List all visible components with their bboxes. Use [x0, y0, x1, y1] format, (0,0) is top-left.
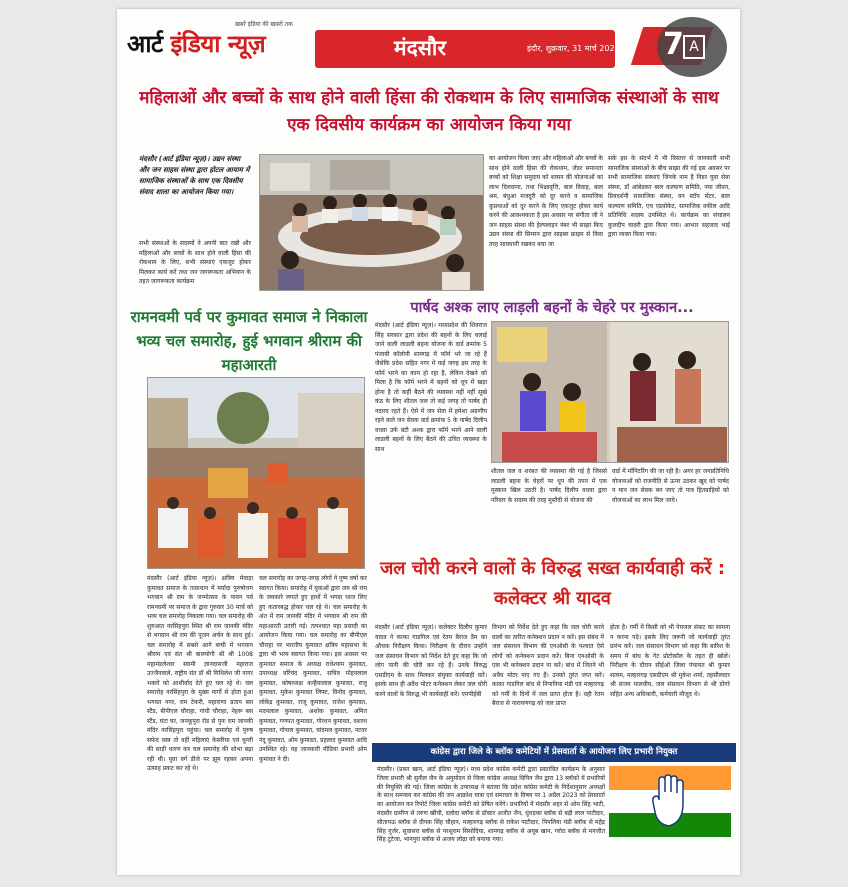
city-band — [315, 30, 620, 68]
story1-col1: सभी संस्थाओं के सदस्यों ने अपनी बात रखी और महिलाओं और बच्चों के साथ होने वाली हिंसा की रोकथाम के लिए, सभी संस्थाएं एकजुट होकर मिलकर कार्य करें तथा जन जागरूकता अभियान के तहत जागरूकता कार्यक्रम — [139, 240, 251, 285]
badge-letter: A — [689, 39, 699, 55]
story2-col1: मंदसौर (आर्ट इंडिया न्यूज़)। क्षत्रिय मेवाड़ा कुमावत समाज के तत्वाधान में मर्यादा पुरुषोत्तम भगवान श्री राम के जन्मोत्सव के पावन पर्व रामनवमी पर समाज के द्वारा गुरुवार 30 मार्च को भव्य चल समारोह निकाला गया। चल समारोह की शुरुआत नरसिंहपुरा स्थित श्री राम जानकी मंदिर से भगवान श्री राम की पूजन अर्चन के साथ हुई। चल समारोह में सबसे आगे बग्घी में भगवान श्रीराम एवं संत श्री बालयोगी श्री श्री 1008 महामंडलेश्वर स्वामी ज्ञानदासजी महाराज उज्जैनवाले, राष्ट्रीय संत डॉ श्री मिथिलेश जी नागर भक्तों को आशीर्वाद देते हुए चल रहे थे। चल समारोह नरसिंहपुरा के मुख्य मार्गों से होता हुआ भगवत नगर, राम टेकरी, महाराणा प्रताप बस स्टैंड, बीपीएल चौराहा, गांधी चौराहा, नेहरू बस स्टैंड, घंटा घर, जनकूपुरा रोड से पुनः राम जानकी मंदिर नरसिंहपुरा पहुंचा। चल समारोह में पुरुष सफेद वस्त्र तो वहीं महिलाएं केसरिया एवं चुनरी की साड़ी धारण कर चल समारोह की शोभा बढ़ा रही थी। युवा वर्ग डीजे पर झूम रहकर अपना उत्साह प्रकट कर रहे थे। — [147, 575, 253, 772]
story3-col1: मंदसौर (आर्ट इंडिया न्यूज़)। मध्यप्रदेश की शिवराज सिंह सरकार द्वारा प्रदेश की बहनों के लिए चलाई जाने वाली लाडली बहना योजना के वार्ड क्रमांक 5 पंजाबी कॉलोनी शामगढ़ में फॉर्म भरे जा रहे हैं जैसेकि प्रदेश सहित नगर में कई जगह इस तरह के फॉर्म भरने का काम हो रहा है, लेकिन देखने को मिला है कि फॉर्म भरने में बहनों को धूप में खड़ा होना है तो कहीं बैठने की व्यवस्था नहीं नहीं सूखे कंठ के लिए शीतल जल तो कई जगह तो पार्षद ही नदारद रहते हैं। ऐसे में जन सेवा में हमेशा अग्रणीय रहने वाले जन सेवक वार्ड क्रमांक 5 के पार्षद दिलीप वधवा उर्फ बंटी अश्क द्वारा फॉर्म भरने आने वाली लाडली बहनों के लिए बैठने की उचित व्यवस्था के साथ — [375, 322, 487, 453]
story2-headline: रामनवमी पर्व पर कुमावत समाज ने निकाला भव्य चल समारोह, हुई भगवान श्रीराम की महाआरती — [130, 308, 368, 374]
tagline: खबरें इंडिया की खबरों तक — [235, 21, 293, 28]
story3-col2: शीतल जल व शरबत की व्यवस्था की गई है जिससे लाडली बहना के चेहरों पर धूप की तपन में एक मुस्कान खिल उठती है। पार्षद दिलीप वधवा द्वारा परिवार के सदस्य की तरह मुस्तैदी से योजना की — [491, 468, 607, 504]
story4-col1: मंदसौर (आर्ट इंडिया न्यूज़)। कलेक्टर दिलीप कुमार यादव ने काका गाडगिल एवं रेतम बैराज डैम का औचक निरीक्षण किया। निरीक्षण के दौरान उन्होंने जल संसाधन विभाग को निर्देश देते हुए कहा कि जो लोग पानी की चोरी कर रहे हैं। उनके विरुद्ध एसडीएम के साथ मिलकर संयुक्त कार्यवाही करें। इसके साथ ही अवैध मोटर कनेक्शन लेकर जल चोरी करने वालों के विरुद्ध भी कार्यवाही करें। एमपीईबी — [375, 624, 487, 698]
story2-photo-procession — [147, 377, 365, 569]
city-name: मंदसौर — [394, 36, 446, 60]
story3-headline: पार्षद अश्क लाए लाड़ली बहनों के चेहरे पर मुस्कान... — [410, 300, 694, 316]
story4-col2: विभाग को निर्देश देते हुए कहा कि जल चोरी करने वालों का त्वरित कनेक्शन प्रदान न करें। इस संबंध में जल संसाधन विभाग की एनओसी के पश्चात ऐसे लोगों को कनेक्शन प्रदान करें। बिना एनओसी के एक भी कनेक्शन प्रदान ना करें। बांध में जितने भी अवैध मोटर पाए गए हैं। उनको तुरंत जप्त करें। काका गाडगिल बांध से निपानिया मंडी एवं मल्हारगढ़ को गर्मी के दिनों में जल प्राप्त होता है। वही रेतम बैराज से नारायणगढ़ को जल प्राप्त — [492, 624, 604, 707]
procession-photo-illustration — [148, 378, 365, 569]
story1-headline: महिलाओं और बच्चों के साथ होने वाली हिंसा की रोकथाम के लिए सामाजिक संस्थाओं के साथ एक दिवसीय कार्यक्रम का आयोजन किया गया — [139, 88, 719, 135]
masthead — [117, 9, 740, 77]
logo-black-part: आर्ट — [127, 29, 171, 58]
story4-col3: होता है। गर्मी में किसी को भी पेयजल संकट का सामना न करना पड़े। इसके लिए जरूरी जो कार्यवाही तुरंत प्रारंभ करें। जल संसाधन विभाग को कहा कि बारिश के समय में बांध के गेट प्रोटोकॉल के तहत ही खोलें। निरीक्षण के दौरान सीईओ जिला पंचायत श्री कुमार सत्यम, मल्हारगढ़ एसडीएम श्री मुकेश शर्मा, तहसीलदार श्री संजय मालवीय, जल संसाधन विभाग से श्री डोंगरे सहित अन्य अधिकारी, कर्मचारी मौजूद थे। — [610, 624, 730, 698]
story4-headline: जल चोरी करने वालों के विरुद्ध सख्त कार्यवाही करें : कलेक्टर श्री यादव — [379, 558, 726, 609]
story1-col2: का आयोजन किया जाए और महिलाओं और बच्चों के साथ होने वाली हिंसा की रोकथाम, जेंडर समानता बच्चों को शिक्षा समुदाय को शासन की योजनाओं का लाभ दिलवाना, तथा भिक्षावृत्ति, बाल विवाह, बाल श्रम, बंधुआ मजदूरी को दूर करने व सामाजिक कुप्रथाओं को दूर करने के लिए एकजुट होकर कार्य करने की आवश्यकता है इस अवसर पर संगीता जी ने जन साहस संस्था की हेल्पलाइन नंबर भी साझा किए उद्यन संस्था की सिमरन द्वारा साइबर क्राइम से किस तरह सावधानी रखकर बचा जा — [489, 155, 603, 248]
story2-col2: चल समारोह का जगह-जगह लोगों ने पुष्प वर्षा कर स्वागत किया। समारोह में युवाओं द्वारा जय श्री राम के जयकारे लगाते हुए हाथों में भगवा ध्वज लिए हुए कतारबद्ध होकर चल रहे थे। चल समारोह के अंत में राम जानकी मंदिर में भगवान श्री राम की महाआरती उतारी गई। तत्पश्चात महा प्रसादी का आयोजन किया गया। चल समारोह का बीपीएल चौराहा पर भारतीय कुमावत क्षत्रिय महासभा के द्वारा भी भव्य स्वागत किया गया। इस अवसर पर कुमावत समाज के अध्यक्ष राधेश्याम कुमावत, उपाध्यक्ष वरिंचंद कुमावत, सचिव मोहनलाल कुमावत, कोषाध्यक्ष कन्हैयालाल कुमावत, राजू कुमावत, मुकेश कुमावत लिफ्ट, विनोद कुमावत, लोकेंद्र कुमावत, राजू कुमावत, राजेश कुमावत, मदनलाल कुमावत, अशोक कुमावत, अमित कुमावत, गणपत कुमावत, गोरधन कुमावत, दशरथ कुमावत, गोपाल कुमावत, चांदमल कुमावत, नटवर नंदू कुमावत, ओम कुमावत, प्रहलाद कुमावत आदि उपस्थित रहे। यह जानकारी मीडिया प्रभारी ओम कुमावत ने दी। — [259, 575, 367, 763]
meeting-photo-illustration — [260, 155, 484, 291]
story3-photo-ladli-behna — [491, 321, 729, 463]
newspaper-page — [117, 9, 740, 875]
story5-headline-banner — [372, 743, 736, 762]
ladli-behna-photo-illustration — [492, 322, 729, 463]
page-number: 7 — [663, 27, 684, 62]
congress-flag-illustration — [609, 766, 731, 837]
congress-logo — [609, 766, 731, 837]
story5-headline: कांग्रेस द्वारा जिले के ब्लॉक कमेटियों में प्रेसवार्ता के आयोजन लिए प्रभारी नियुक्त — [430, 747, 678, 757]
story1-col3: सके इस के संदर्भ में भी विस्तार से जानकारी सभी सामाजिक संस्थाओं के बीच साझा की गई इस अवसर पर सभी सामाजिक संस्थाएं जिनके नाम है निडर युवा सेवा संस्था, डॉ आंबेडकर बाल कल्याण समिति, नया जीवन, प्रियदर्शनी सामाजिक संस्था, वन स्टॉप सेंटर, बाल कल्याण समिति, एच एडवोकेट, सामाजिक वकील आदि प्रतिनिधि सदस्य उपस्थित थे। कार्यक्रम का संचालन कुलदीप चावरी द्वारा किया गया। आभार सहजाद भाई द्वारा व्यक्त किया गया। — [608, 155, 730, 238]
story5-text: मंदसौर। (प्रकर खान, आर्ट इंडिया न्यूज़)। मध्य प्रदेश कांग्रेस कमेटी द्वारा प्रस्तावित कार्यक्रम के अनुसार जिला प्रभारी श्री सुनील जैन के अनुमोदन से जिला कांग्रेस अध्यक्ष विपिन जैन द्वारा 13 ब्लॉकों में प्रभारियों की नियुक्ति की गई। जिला कांग्रेस के उपाध्यक्ष ने बताया कि प्रदेश कांग्रेस कमेटी के निर्देशानुसार अध्यक्षों के साथ समन्वय कर कांग्रेस की जन आक्रोश यात्रा एवं समाचार के विषय पर 1 अप्रैल 2023 को प्रेसवार्ता का आयोजन कर रिपोर्ट जिला कांग्रेस कमेटी को प्रेषित करेंगे। प्रभारियों में मंदसौर शहर से ओम सिंह भाटी, मंदसौर ग्रामीण से तरुण खींची, दलोदा ब्लॉक से डॉक्टर अजीत जैन, धुंधड़का ब्लॉक से बद्री लाल पाटीदार, सीतामऊ ब्लॉक से दीपक सिंह चौहान, मल्हारगढ़ ब्लॉक से राकेश पाटीदार, पिपलिया मंडी ब्लॉक से महेंद्र सिंह गुर्जर, सुवासरा ब्लॉक से परशुराम सिसोदिया, शामगढ़ ब्लॉक से अयूब खान, गरोठ ब्लॉक से मनजीत सिंह टुटेजा, भानपुरा ब्लॉक से अजय लोढ़ा को बनाया गया। — [377, 766, 605, 844]
logo-red-part: इंडिया न्यूज़ — [170, 29, 266, 58]
reader-mode-icon[interactable] — [683, 35, 705, 59]
newspaper-logo — [127, 27, 265, 60]
story1-photo-meeting — [259, 154, 484, 291]
story1-intro: मंदसौर (आर्ट इंडिया न्यूज़)। उद्यन संस्था और जन साहस संस्था द्वारा होटल आयाम में सामाजिक संस्थाओं के साथ एक दिवसीय संवाद शाला का आयोजन किया गया। — [139, 155, 250, 196]
story3-col3: वार्ड में मॉनिटरिंग की जा रही है। अगर हर जनप्रतिनिधि योजनाओं को राजनीति से ऊपर उठकर खुद को पार्षद न मान जन सेवक बन जाए तो पात्र हितग्राहियों को योजनाओं का लाभ मिल जाये। — [612, 468, 729, 504]
dateline: इंदौर, शुक्रवार, 31 मार्च 2023 — [527, 44, 620, 53]
